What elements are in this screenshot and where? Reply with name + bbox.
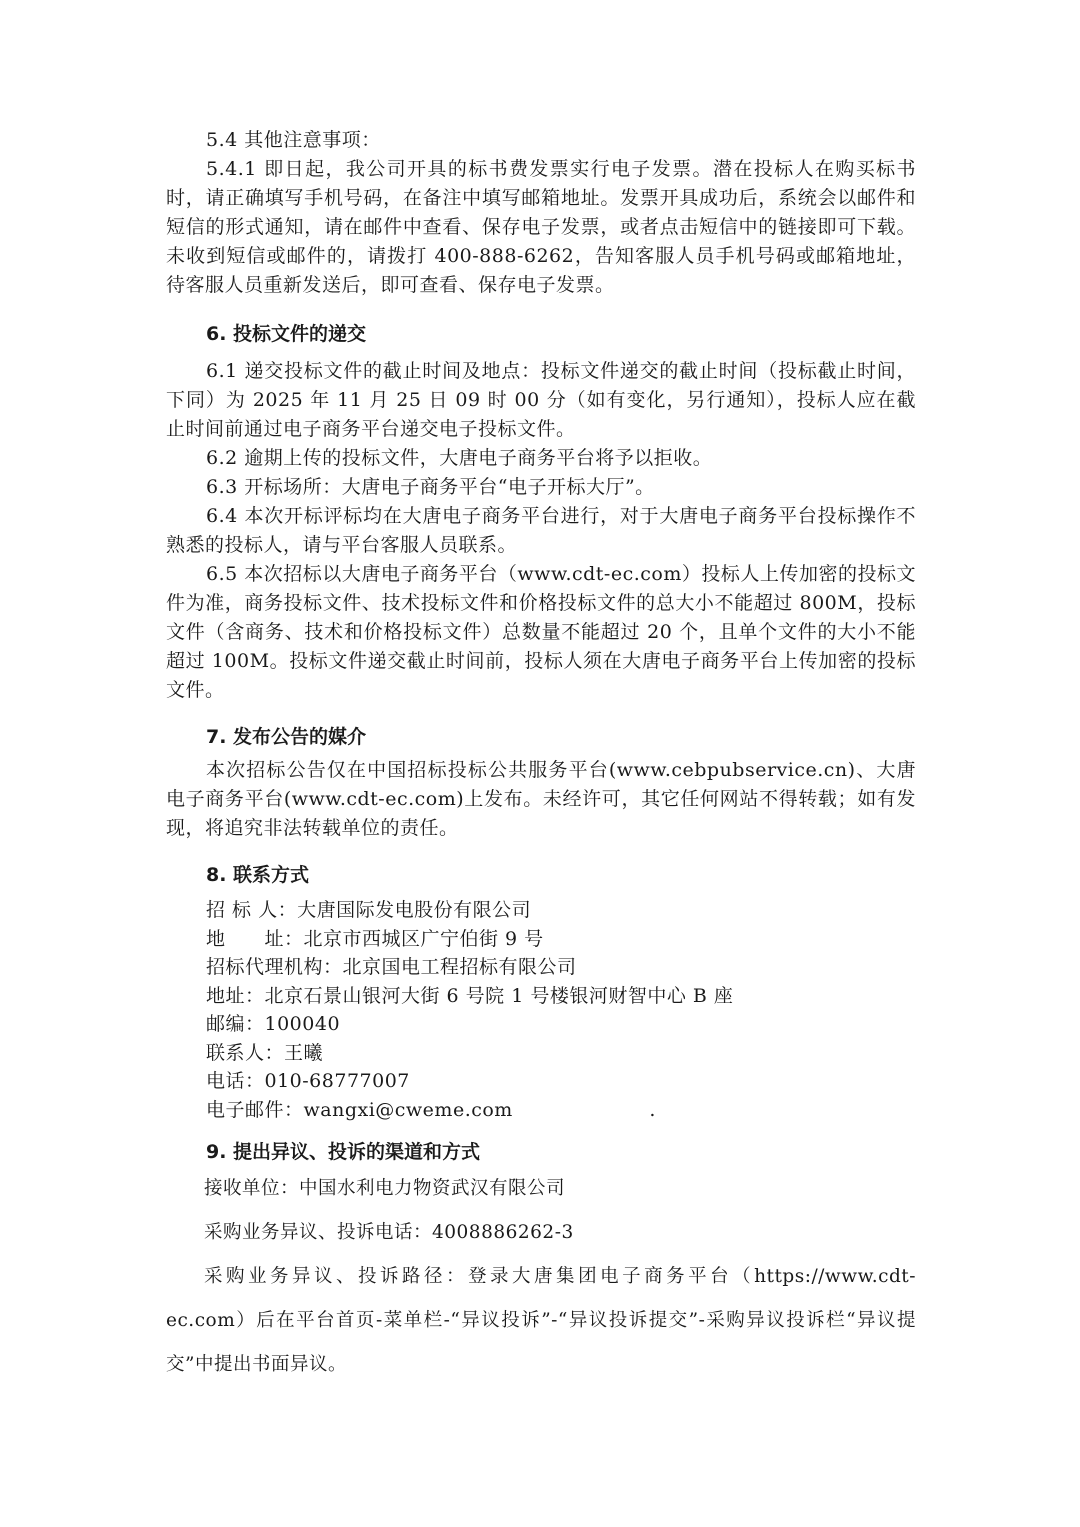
item-6-5: 6.5 本次招标以大唐电子商务平台（www.cdt-ec.com）投标人上传加密的投标文件为准，商务投标文件、技术投标文件和价格投标文件的总大小不能超过 800M，投标文件（含商务、技术和价格投标文件）总数量不能超过 20 个，且单个文件的大小不能超过 100M。投标文件递交截止时间前，投标人须在大唐电子商务平台上传加密的投标文件。 [166, 563, 916, 701]
section-7-heading: 7. 发布公告的媒介 [206, 726, 367, 748]
postcode: 邮编：100040 [206, 1013, 341, 1035]
section-7-body: 本次招标公告仅在中国招标投标公共服务平台(www.cebpubservice.cn)、大唐电子商务平台(www.cdt-ec.com)上发布。未经许可，其它任何网站不得转载；如有发现，将追究非法转载单位的责任。 [166, 759, 916, 839]
item-5-4: 5.4 其他注意事项： [206, 129, 381, 151]
section-6-heading: 6. 投标文件的递交 [206, 323, 367, 345]
complaint-path: 采购业务异议、投诉路径：登录大唐集团电子商务平台（https://www.cdt-ec.com）后在平台首页-菜单栏-“异议投诉”-“异议投诉提交”-采购异议投诉栏“异议提交”中提出书面异议。 [166, 1266, 916, 1375]
email: 电子邮件：wangxi@cweme.com . [206, 1098, 656, 1121]
section-8-heading: 8. 联系方式 [206, 864, 310, 886]
contact-block [166, 896, 916, 1124]
item-6-4: 6.4 本次开标评标均在大唐电子商务平台进行，对于大唐电子商务平台投标操作不熟悉的投标人，请与平台客服人员联系。 [166, 505, 916, 556]
item-6-1: 6.1 递交投标文件的截止时间及地点：投标文件递交的截止时间（投标截止时间，下同）为 2025 年 11 月 25 日 09 时 00 分（如有变化，另行通知），投标人应在截止时间前通过电子商务平台递交电子投标文件。 [166, 360, 916, 440]
item-6-2: 6.2 逾期上传的投标文件，大唐电子商务平台将予以拒收。 [206, 447, 713, 469]
tenderer-address: 地 址：北京市西城区广宁伯街 9 号 [206, 927, 544, 950]
agency: 招标代理机构：北京国电工程招标有限公司 [206, 956, 577, 978]
receiver: 接收单位：中国水利电力物资武汉有限公司 [204, 1178, 566, 1199]
item-5-4-1: 5.4.1 即日起，我公司开具的标书费发票实行电子发票。潜在投标人在购买标书时，请正确填写手机号码，在备注中填写邮箱地址。发票开具成功后，系统会以邮件和短信的形式通知，请在邮件中查看、保存电子发票，或者点击短信中的链接即可下载。未收到短信或邮件的，请拨打 400-888-6262，告知客服人员手机号码或邮箱地址，待客服人员重新发送后，即可查看、保存电子发票。 [166, 158, 916, 296]
document-page [166, 126, 916, 1387]
tenderer: 招 标 人：大唐国际发电股份有限公司 [206, 899, 532, 921]
contact-person: 联系人：王曦 [206, 1041, 324, 1064]
complaint-phone: 采购业务异议、投诉电话：4008886262-3 [204, 1222, 574, 1243]
item-6-3: 6.3 开标场所：大唐电子商务平台“电子开标大厅”。 [206, 476, 655, 498]
phone: 电话：010-68777007 [206, 1070, 410, 1092]
agency-address: 地址：北京石景山银河大街 6 号院 1 号楼银河财智中心 B 座 [206, 984, 734, 1007]
section-9-heading: 9. 提出异议、投诉的渠道和方式 [206, 1141, 481, 1163]
complaint-block [166, 1167, 916, 1387]
